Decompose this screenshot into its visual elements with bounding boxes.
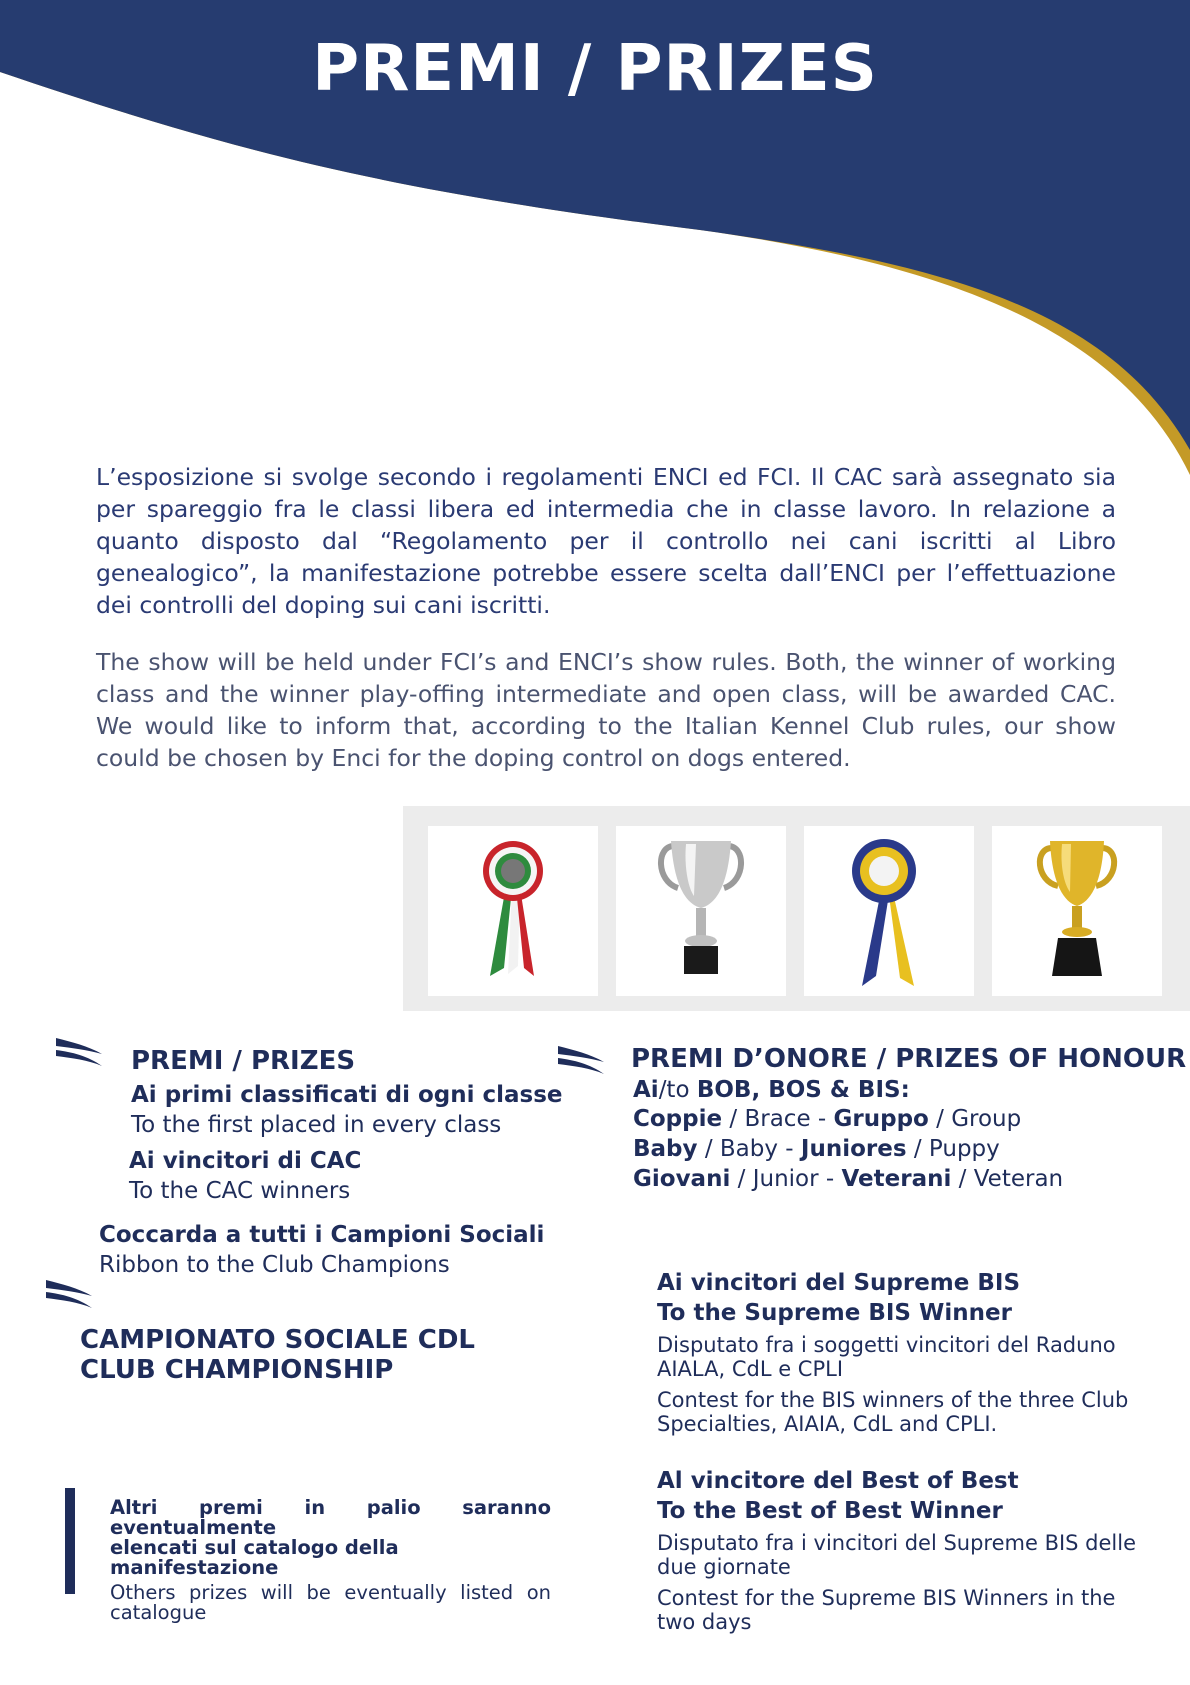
blue-yellow-rosette-icon xyxy=(804,826,974,996)
best-desc-it-1: Disputato fra i vincitori del Supreme BIS delle xyxy=(657,1531,1137,1555)
blue-yellow-rosette-photo xyxy=(804,826,974,996)
best-desc-en-2: two days xyxy=(657,1610,752,1634)
prizes-title: PREMI / PRIZES xyxy=(131,1046,356,1076)
silver-cup-photo xyxy=(616,826,786,996)
intro-italian: L’esposizione si svolge secondo i regolamenti ENCI ed FCI. Il CAC sarà assegnato sia per spareggio fra le classi libera ed intermedia che in classe lavoro. In relazione a quanto disposto dal “Regolamento per il controllo nei cani iscritti al Libro genealogico”, la manifestazione potrebbe essere scelta dall’ENCI per l’effettuazione dei controlli del doping sui cani iscritti. xyxy=(96,463,1116,619)
swoosh-icon xyxy=(554,1042,608,1080)
note-it-line2: elencati sul catalogo della manifestazione xyxy=(110,1536,399,1579)
italian-rosette-icon xyxy=(428,826,598,996)
supreme-desc-it-1: Disputato fra i soggetti vincitori del Raduno xyxy=(657,1333,1116,1357)
silver-cup-icon xyxy=(616,826,786,996)
best-title-it: Al vincitore del Best of Best xyxy=(657,1468,1019,1494)
supreme-title-it: Ai vincitori del Supreme BIS xyxy=(657,1270,1021,1296)
note-en-line1: Others prizes will be eventually listed on xyxy=(110,1581,551,1604)
best-desc-it-2: due giornate xyxy=(657,1555,791,1579)
note-it-line1: Altri premi in palio saranno eventualmente xyxy=(110,1496,551,1539)
best-desc-en-1: Contest for the Supreme BIS Winners in the xyxy=(657,1586,1116,1610)
gold-cup-icon xyxy=(992,826,1162,996)
note-en-line2: catalogue xyxy=(110,1601,207,1624)
prizes-champions-en: Ribbon to the Club Champions xyxy=(99,1252,450,1278)
note-bar xyxy=(65,1488,75,1594)
honour-row-2: Baby / Baby - Juniores / Puppy xyxy=(633,1136,1000,1162)
gold-cup-photo xyxy=(992,826,1162,996)
honour-row-1: Coppie / Brace - Gruppo / Group xyxy=(633,1106,1022,1132)
supreme-title-en: To the Supreme BIS Winner xyxy=(657,1300,1012,1326)
honour-title: PREMI D’ONORE / PRIZES OF HONOUR xyxy=(631,1044,1187,1074)
honour-recipients: Ai/to BOB, BOS & BIS: xyxy=(633,1077,910,1103)
championship-title-it: CAMPIONATO SOCIALE CDL xyxy=(80,1325,475,1355)
prizes-first-placed-it: Ai primi classificati di ogni classe xyxy=(131,1082,563,1108)
best-title-en: To the Best of Best Winner xyxy=(657,1498,1003,1524)
supreme-desc-en-1: Contest for the BIS winners of the three Club xyxy=(657,1388,1129,1412)
prizes-champions-it: Coccarda a tutti i Campioni Sociali xyxy=(99,1222,545,1248)
prizes-first-placed-en: To the first placed in every class xyxy=(131,1112,502,1138)
intro-english: The show will be held under FCI’s and ENCI’s show rules. Both, the winner of working class and the winner play-offing intermediate and open class, will be awarded CAC. We would like to inform that, according to the Italian Kennel Club rules, our show could be chosen by Enci for the doping control on dogs entered. xyxy=(96,648,1116,772)
prize-photo-strip xyxy=(403,806,1190,1011)
prizes-cac-en: To the CAC winners xyxy=(129,1178,351,1204)
page-title: PREMI / PRIZES xyxy=(312,32,878,106)
prizes-cac-it: Ai vincitori di CAC xyxy=(129,1148,362,1174)
honour-row-3: Giovani / Junior - Veterani / Veteran xyxy=(633,1166,1064,1192)
supreme-desc-it-2: AIALA, CdL e CPLI xyxy=(657,1357,844,1381)
swoosh-icon xyxy=(52,1034,106,1072)
supreme-desc-en-2: Specialties, AIAIA, CdL and CPLI. xyxy=(657,1412,998,1436)
championship-title-en: CLUB CHAMPIONSHIP xyxy=(80,1355,394,1385)
other-prizes-note xyxy=(110,1498,551,1623)
italian-rosette-photo xyxy=(428,826,598,996)
swoosh-icon xyxy=(42,1276,96,1314)
